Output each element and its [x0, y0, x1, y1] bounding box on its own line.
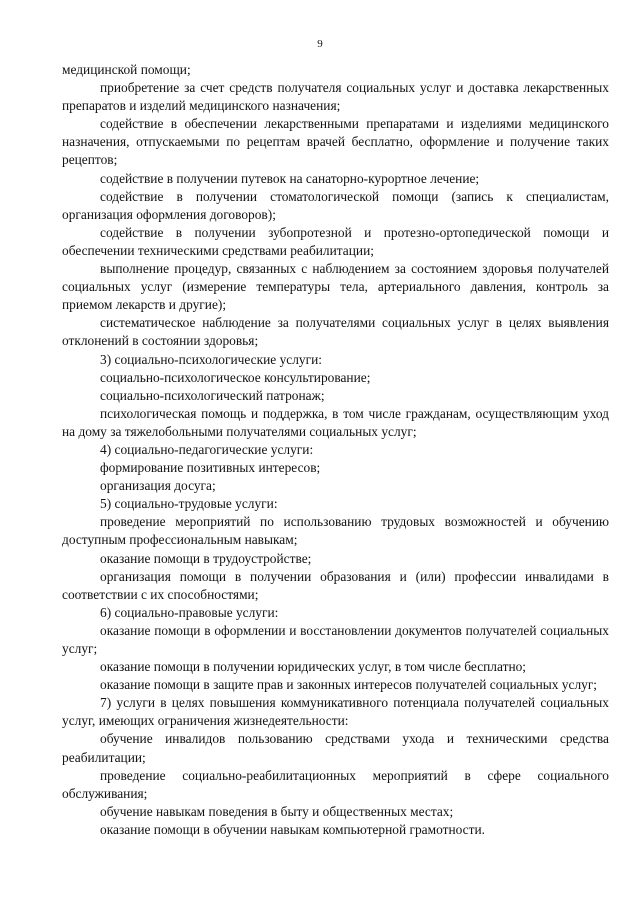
paragraph: проведение мероприятий по использованию трудовых возможностей и обучению доступным профессиональным навыкам;	[62, 514, 609, 548]
paragraph: обучение навыкам поведения в быту и общественных местах;	[100, 803, 454, 819]
paragraph: выполнение процедур, связанных с наблюдением за состоянием здоровья получателей социальных услуг (измерение температуры тела, артериального давления, контроль за приемом лекарств и другие);	[62, 261, 609, 313]
paragraph: организация помощи в получении образования и (или) профессии инвалидами в соответствии с их способностями;	[62, 568, 609, 602]
paragraph: содействие в обеспечении лекарственными препаратами и изделиями медицинского назначения, отпускаемыми по рецептам врачей бесплатно, оформление и получение таких рецептов;	[62, 116, 609, 168]
paragraph: социально-психологическое консультирование;	[100, 369, 371, 385]
paragraph: приобретение за счет средств получателя социальных услуг и доставка лекарственных препаратов и изделий медицинского назначения;	[62, 80, 609, 114]
paragraph: оказание помощи в защите прав и законных интересов получателей социальных услуг;	[100, 677, 598, 693]
paragraph: содействие в получении стоматологической помощи (запись к специалистам, организация оформления договоров);	[62, 188, 609, 222]
paragraph: медицинской помощи;	[62, 62, 191, 77]
section-heading: 4) социально-педагогические услуги:	[100, 441, 314, 457]
paragraph: содействие в получении зубопротезной и протезно-ортопедической помощи и обеспечении техническими средствами реабилитации;	[62, 224, 609, 258]
page-number: 9	[317, 38, 323, 50]
paragraph: организация досуга;	[100, 478, 216, 494]
paragraph: оказание помощи в обучении навыкам компьютерной грамотности.	[100, 821, 485, 837]
paragraph: систематическое наблюдение за получателями социальных услуг в целях выявления отклонений в состоянии здоровья;	[62, 315, 609, 349]
document-body	[62, 61, 609, 839]
paragraph: оказание помощи в оформлении и восстановлении документов получателей социальных услуг;	[62, 622, 609, 656]
paragraph: формирование позитивных интересов;	[100, 460, 321, 476]
paragraph: обучение инвалидов пользованию средствами ухода и техническими средства реабилитации;	[62, 731, 609, 765]
paragraph: проведение социально-реабилитационных мероприятий в сфере социального обслуживания;	[62, 767, 609, 801]
paragraph: оказание помощи в получении юридических услуг, в том числе бесплатно;	[100, 659, 527, 675]
section-heading: 7) услуги в целях повышения коммуникативного потенциала получателей социальных услуг, имеющих ограничения жизнедеятельности:	[62, 695, 609, 729]
paragraph: социально-психологический патронаж;	[100, 387, 325, 403]
section-heading: 6) социально-правовые услуги:	[100, 604, 279, 620]
paragraph: содействие в получении путевок на санаторно-курортное лечение;	[100, 170, 480, 186]
section-heading: 3) социально-психологические услуги:	[100, 351, 322, 367]
paragraph: оказание помощи в трудоустройстве;	[100, 550, 312, 566]
paragraph: психологическая помощь и поддержка, в том числе гражданам, осуществляющим уход на дому за тяжелобольными получателями социальных услуг;	[62, 405, 609, 439]
section-heading: 5) социально-трудовые услуги:	[100, 496, 278, 512]
